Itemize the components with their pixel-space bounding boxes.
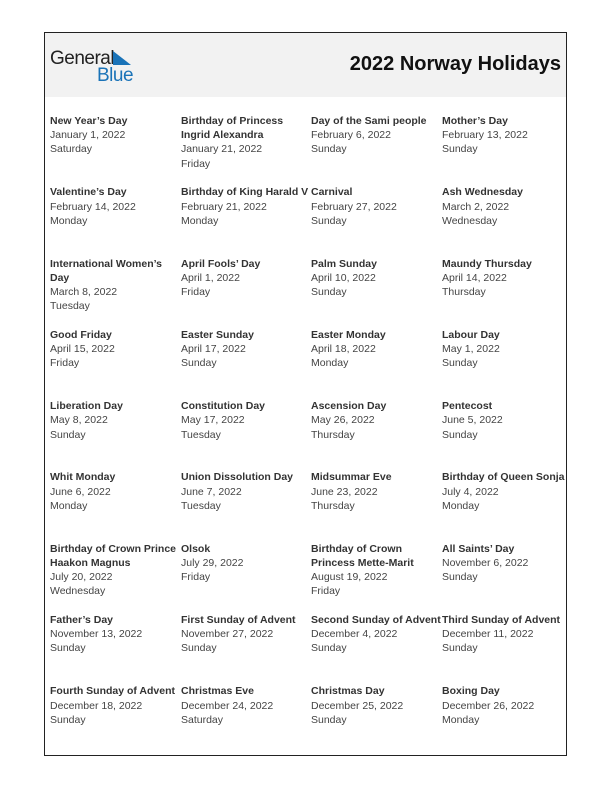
holiday-item — [442, 684, 567, 755]
holiday-name: Boxing Day — [442, 685, 500, 698]
holiday-item — [442, 470, 567, 541]
holiday-name: Labour Day — [442, 328, 500, 341]
holiday-weekday: Monday — [442, 713, 480, 726]
holiday-date: April 10, 2022 — [311, 271, 376, 284]
holiday-item — [442, 257, 567, 328]
holiday-date: June 23, 2022 — [311, 485, 378, 498]
holiday-name: Liberation Day — [50, 400, 123, 413]
holiday-item — [50, 257, 181, 328]
holiday-name: International Women’s Day — [50, 257, 163, 284]
holiday-date: April 15, 2022 — [50, 343, 115, 356]
holiday-item — [181, 114, 311, 185]
holiday-date: July 4, 2022 — [442, 485, 499, 498]
holiday-item — [50, 470, 181, 541]
holiday-name: Carnival — [311, 186, 353, 199]
holiday-item — [311, 684, 442, 755]
logo-triangle-icon — [113, 51, 131, 65]
holiday-item — [181, 684, 311, 755]
holiday-name: Birthday of Queen Sonja — [442, 471, 565, 484]
holiday-item — [50, 114, 181, 185]
holiday-weekday: Sunday — [442, 357, 478, 370]
holiday-name: Second Sunday of Advent — [311, 614, 441, 627]
holiday-date: December 24, 2022 — [181, 699, 274, 712]
holiday-date: February 13, 2022 — [442, 129, 528, 142]
holiday-name: Birthday of King Harald V — [181, 186, 309, 199]
holiday-weekday: Monday — [50, 499, 88, 512]
holiday-item — [311, 613, 442, 684]
holiday-date: December 26, 2022 — [442, 699, 535, 712]
generalblue-logo — [50, 48, 134, 86]
holiday-weekday: Sunday — [311, 214, 347, 227]
holiday-date: December 18, 2022 — [50, 699, 143, 712]
holiday-name: Ash Wednesday — [442, 186, 523, 199]
calendar-page — [44, 32, 567, 756]
holiday-weekday: Saturday — [50, 143, 93, 156]
holiday-name: Third Sunday of Advent — [442, 614, 561, 627]
holiday-weekday: Sunday — [442, 428, 478, 441]
holiday-item — [311, 542, 442, 613]
holiday-date: February 6, 2022 — [311, 129, 391, 142]
holiday-item — [50, 185, 181, 256]
holiday-name: Pentecost — [442, 400, 493, 413]
holiday-date: May 26, 2022 — [311, 414, 375, 427]
logo-text-blue: Blue — [97, 65, 134, 86]
holiday-name: Fourth Sunday of Advent — [50, 685, 176, 698]
holiday-date: January 21, 2022 — [181, 143, 263, 156]
holiday-date: April 18, 2022 — [311, 343, 376, 356]
holiday-date: February 21, 2022 — [181, 200, 267, 213]
holiday-name: Christmas Eve — [181, 685, 254, 698]
holiday-item — [50, 613, 181, 684]
holiday-weekday: Wednesday — [442, 214, 498, 227]
holiday-name: Birthday of Princess Ingrid Alexandra — [181, 115, 284, 142]
holiday-weekday: Monday — [50, 214, 88, 227]
holiday-name: Birthday of Crown Princess Mette-Marit — [311, 542, 414, 569]
holiday-item — [442, 185, 567, 256]
holiday-item — [311, 328, 442, 399]
holiday-item — [181, 399, 311, 470]
holiday-weekday: Sunday — [311, 143, 347, 156]
holiday-weekday: Monday — [442, 499, 480, 512]
holiday-name: First Sunday of Advent — [181, 614, 296, 627]
holiday-name: Father’s Day — [50, 614, 114, 627]
holiday-item — [181, 542, 311, 613]
holiday-name: New Year’s Day — [50, 115, 128, 127]
holiday-weekday: Tuesday — [50, 300, 90, 313]
holiday-date: April 17, 2022 — [181, 343, 246, 356]
holiday-name: Easter Monday — [311, 328, 386, 341]
holiday-name: Valentine’s Day — [50, 186, 127, 199]
holiday-weekday: Sunday — [50, 428, 86, 441]
holiday-date: June 6, 2022 — [50, 485, 111, 498]
holiday-item — [442, 328, 567, 399]
holiday-weekday: Wednesday — [50, 585, 106, 598]
holiday-date: November 27, 2022 — [181, 628, 274, 641]
holiday-name: Day of the Sami people — [311, 115, 427, 127]
holiday-weekday: Thursday — [311, 428, 355, 441]
logo-text-general: General — [50, 48, 115, 69]
holiday-date: March 2, 2022 — [442, 200, 510, 213]
page-title: 2022 Norway Holidays — [349, 53, 561, 75]
holiday-item — [181, 613, 311, 684]
holiday-date: May 17, 2022 — [181, 414, 245, 427]
holiday-weekday: Sunday — [442, 571, 478, 584]
holiday-item — [311, 114, 442, 185]
holiday-name: Maundy Thursday — [442, 257, 532, 270]
holiday-weekday: Friday — [181, 571, 211, 584]
holiday-date: January 1, 2022 — [50, 129, 126, 142]
holiday-item — [311, 185, 442, 256]
holiday-item — [50, 542, 181, 613]
holiday-name: Easter Sunday — [181, 328, 254, 341]
holiday-name: Palm Sunday — [311, 257, 377, 270]
holiday-date: July 29, 2022 — [181, 556, 244, 569]
holiday-item — [181, 257, 311, 328]
holiday-item — [50, 684, 181, 755]
holiday-name: Constitution Day — [181, 400, 265, 413]
holiday-date: December 25, 2022 — [311, 699, 404, 712]
holiday-item — [181, 185, 311, 256]
holiday-item — [50, 328, 181, 399]
holiday-name: Birthday of Crown Prince Haakon Magnus — [50, 542, 177, 569]
holiday-weekday: Sunday — [181, 357, 217, 370]
holiday-date: November 6, 2022 — [442, 556, 529, 569]
holiday-grid — [50, 114, 567, 756]
holiday-name: Whit Monday — [50, 471, 116, 484]
holiday-name: Olsok — [181, 542, 211, 555]
holiday-date: March 8, 2022 — [50, 286, 118, 298]
holiday-date: April 14, 2022 — [442, 271, 507, 284]
holiday-date: December 4, 2022 — [311, 628, 398, 641]
holiday-item — [311, 399, 442, 470]
holiday-weekday: Friday — [181, 157, 211, 170]
holiday-name: All Saints’ Day — [442, 542, 515, 555]
holiday-weekday: Tuesday — [181, 428, 221, 441]
holiday-date: May 8, 2022 — [50, 414, 108, 427]
holiday-date: July 20, 2022 — [50, 571, 113, 584]
holiday-weekday: Thursday — [442, 286, 486, 298]
holiday-item — [50, 399, 181, 470]
holiday-date: May 1, 2022 — [442, 343, 500, 356]
holiday-weekday: Sunday — [50, 713, 86, 726]
holiday-name: Ascension Day — [311, 400, 387, 413]
holiday-weekday: Thursday — [311, 499, 355, 512]
holiday-weekday: Sunday — [311, 713, 347, 726]
holiday-weekday: Friday — [311, 585, 341, 598]
holiday-item — [311, 470, 442, 541]
holiday-item — [442, 542, 567, 613]
holiday-date: June 5, 2022 — [442, 414, 503, 427]
holiday-weekday: Sunday — [442, 642, 478, 655]
holiday-name: Midsummar Eve — [311, 471, 392, 484]
holiday-item — [442, 613, 567, 684]
holiday-weekday: Saturday — [181, 713, 224, 726]
holiday-item — [311, 257, 442, 328]
holiday-item — [442, 399, 567, 470]
holiday-name: Union Dissolution Day — [181, 471, 294, 484]
holiday-weekday: Sunday — [50, 642, 86, 655]
holiday-date: August 19, 2022 — [311, 571, 388, 584]
holiday-date: December 11, 2022 — [442, 628, 534, 641]
holiday-name: April Fools’ Day — [181, 257, 261, 270]
holiday-weekday: Friday — [50, 357, 80, 370]
holiday-weekday: Sunday — [311, 642, 347, 655]
holiday-date: February 27, 2022 — [311, 200, 397, 213]
holiday-weekday: Sunday — [311, 286, 347, 298]
holiday-weekday: Sunday — [442, 143, 478, 156]
holiday-item — [181, 470, 311, 541]
holiday-name: Mother’s Day — [442, 115, 508, 127]
holiday-date: April 1, 2022 — [181, 271, 240, 284]
holiday-item — [181, 328, 311, 399]
holiday-weekday: Monday — [311, 357, 349, 370]
holiday-date: November 13, 2022 — [50, 628, 143, 641]
holiday-weekday: Monday — [181, 214, 219, 227]
holiday-weekday: Friday — [181, 286, 211, 298]
holiday-name: Good Friday — [50, 328, 112, 341]
header — [45, 33, 566, 97]
holiday-item — [442, 114, 567, 185]
holiday-weekday: Sunday — [181, 642, 217, 655]
holiday-date: June 7, 2022 — [181, 485, 242, 498]
holiday-weekday: Tuesday — [181, 499, 221, 512]
holiday-name: Christmas Day — [311, 685, 385, 698]
holiday-date: February 14, 2022 — [50, 200, 136, 213]
